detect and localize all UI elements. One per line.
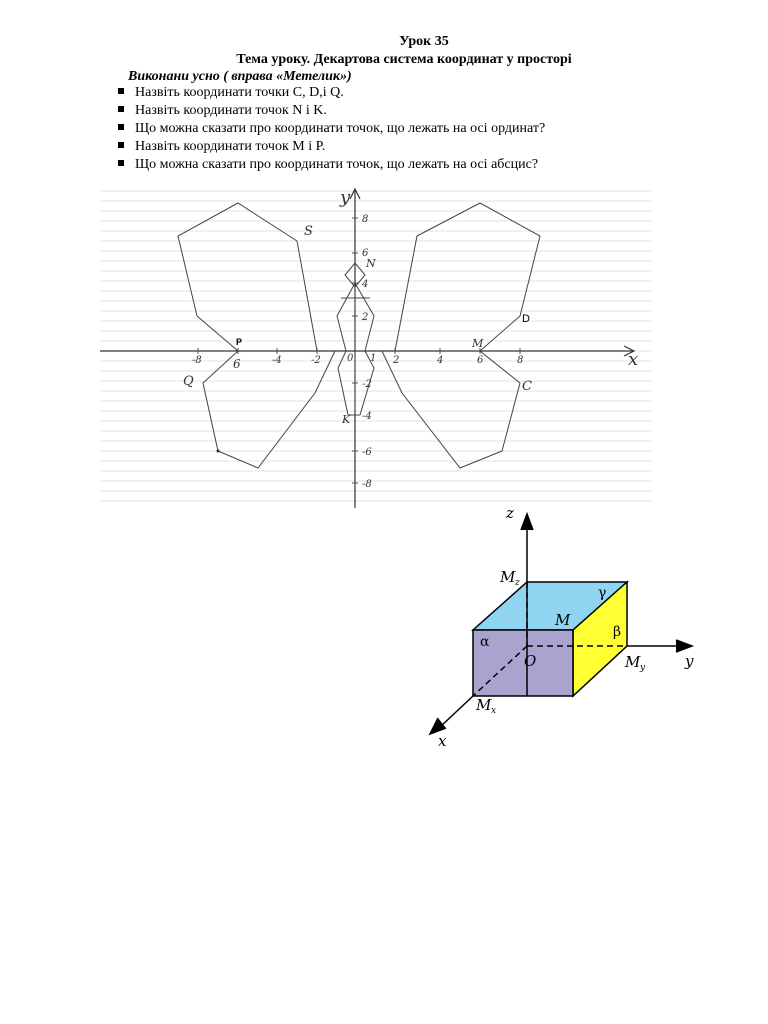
x-tick-label: 2 [393, 355, 400, 366]
x-tick-label: -4 [272, 355, 282, 366]
question-list [118, 84, 545, 174]
x-tick-label: -8 [192, 355, 202, 366]
z-axis-arrow-icon [521, 514, 533, 530]
x-tick-label: 1 [370, 353, 377, 364]
right-upper-wing [395, 203, 540, 351]
bullet-icon [118, 124, 124, 130]
x-tick-label: 6 [477, 355, 484, 366]
left-upper-wing [178, 203, 317, 351]
list-item [118, 102, 545, 120]
x-tick-label: 0 [347, 353, 354, 364]
y-axis-label: y [685, 652, 694, 670]
point-label-mz: M [500, 568, 516, 586]
list-item [118, 84, 545, 102]
point-label-d: D [522, 313, 530, 325]
question-text: Назвіть координати точок M і P. [135, 139, 326, 154]
question-text: Назвіть координати точок N і K. [135, 103, 327, 118]
gamma-label: γ [598, 585, 607, 601]
x-axis-label: x [628, 349, 639, 370]
point-label-c: C [522, 379, 532, 394]
list-item [118, 138, 545, 156]
point-label-n: N [366, 257, 376, 270]
y-tick-label: 8 [362, 214, 369, 225]
box-3d-figure [420, 500, 720, 750]
left-lower-wing [203, 351, 335, 468]
point-label-mx: M [476, 696, 492, 714]
bullet-icon [118, 88, 124, 94]
point-label-mx-sub: x [491, 706, 497, 716]
beta-label: β [613, 624, 622, 640]
point-label-p: P [236, 337, 243, 347]
point-label-m: M [472, 337, 484, 350]
y-tick-label: -4 [362, 411, 372, 422]
bullet-icon [118, 142, 124, 148]
y-tick-label: -2 [362, 379, 372, 390]
question-text: Що можна сказати про координати точок, що лежать на осі абсцис? [135, 157, 539, 172]
ruled-lines [100, 191, 652, 501]
point-label-s: S [304, 224, 313, 239]
x-tick-label: 4 [437, 355, 444, 366]
y-axis-arrow-icon [676, 640, 692, 652]
bullet-icon [118, 106, 124, 112]
point-label-q: Q [183, 374, 194, 389]
list-item [118, 156, 545, 174]
y-tick-label: 2 [362, 312, 369, 323]
bullet-icon [118, 160, 124, 166]
question-text: Що можна сказати про координати точок, що лежать на осі ординат? [135, 121, 546, 136]
point-label-mz-sub: z [515, 578, 520, 588]
exercise-heading: Виконани усно ( вправа «Метелик») [128, 69, 352, 84]
question-text: Назвіть координати точки C, D,і Q. [135, 85, 344, 100]
y-tick-label: 4 [362, 279, 369, 290]
x-tick-label: 6 [233, 357, 241, 371]
y-tick-label: -6 [362, 447, 372, 458]
y-tick-label: -8 [362, 479, 372, 490]
z-axis-label: z [506, 504, 514, 522]
alpha-label: α [480, 634, 490, 650]
lesson-title: Урок 35 [399, 34, 449, 49]
y-tick-label: 6 [362, 248, 369, 259]
butterfly-graph [100, 183, 652, 508]
x-axis [440, 696, 473, 727]
point-marker [217, 450, 220, 453]
point-label-m: M [555, 611, 571, 629]
x-tick-label: 8 [517, 355, 524, 366]
x-axis-label: x [438, 732, 447, 750]
point-label-k: K [342, 413, 351, 426]
list-item [118, 120, 545, 138]
lesson-topic: Тема уроку. Декартова система координат у просторі [236, 52, 572, 67]
right-lower-wing [382, 351, 520, 468]
y-axis-label: y [340, 187, 351, 208]
x-tick-label: -2 [311, 355, 321, 366]
point-label-my: M [625, 653, 641, 671]
origin-label: O [524, 652, 537, 670]
point-label-my-sub: y [640, 663, 646, 673]
